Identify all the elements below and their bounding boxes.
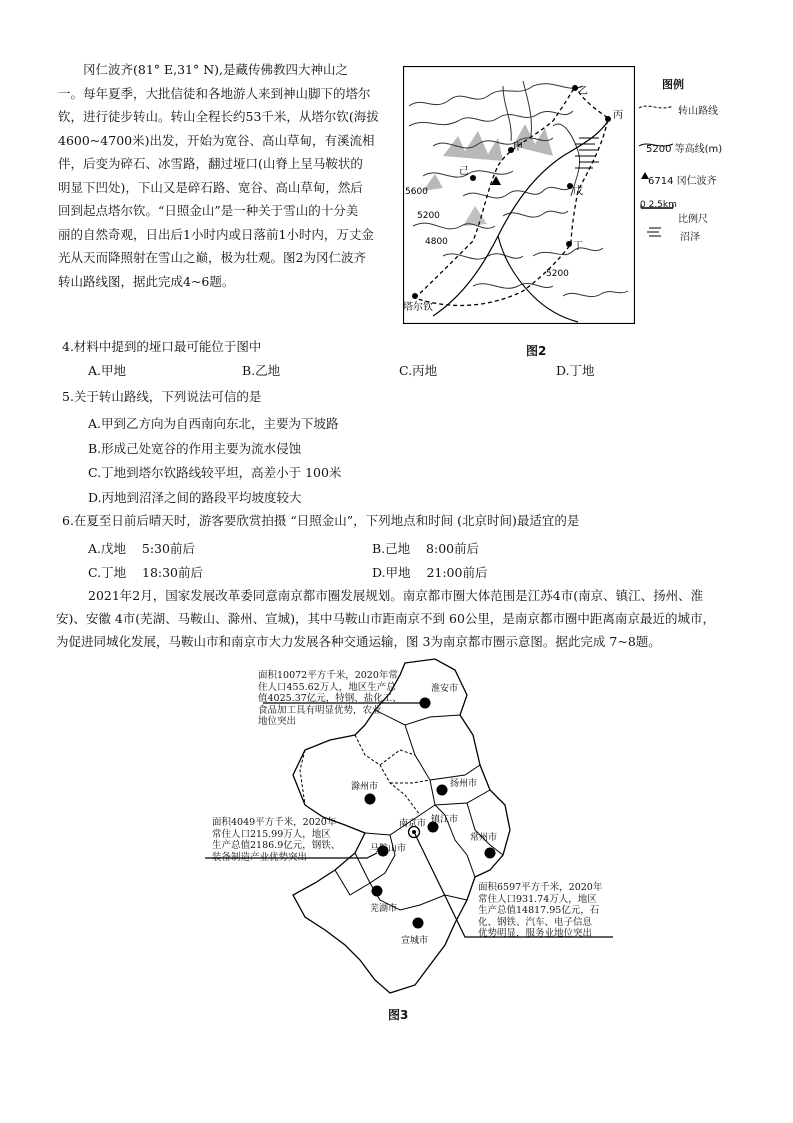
city-chuzhou: 滁州市 <box>351 782 379 792</box>
contour-5200: 5200 <box>546 269 569 279</box>
q6-option-c: C.丁地 18:30前后 <box>88 565 204 580</box>
intro-line: 钦，进行徒步转山。转山全程长约53千米，从塔尔钦(海拔 <box>58 109 379 124</box>
figure-2-caption: 图2 <box>526 344 547 358</box>
q5-option-c: C.丁地到塔尔钦路线较平坦，高差小于 100米 <box>88 465 342 480</box>
intro-paragraph <box>58 58 393 293</box>
place-taerqin: 塔尔钦 <box>403 302 433 313</box>
city-huaian: 淮安市 <box>431 684 459 694</box>
place-wu: 戊 <box>573 186 583 197</box>
intro-line: 回到起点塔尔钦。“日照金山”是一种关于雪山的十分美 <box>58 203 359 218</box>
nanjing-paragraph <box>58 584 738 653</box>
intro-line: 光从天而降照射在雪山之巅，极为壮观。图2为冈仁波齐 <box>58 250 366 265</box>
q6-option-a: A.戊地 5:30前后 <box>88 541 195 556</box>
city-xuancheng: 宣城市 <box>401 936 429 946</box>
para2-line: 2021年2月，国家发展改革委同意南京都市圈发展规划。南京都市圈大体范围是江苏4市(南京、镇江、扬州、淮 <box>88 588 704 603</box>
q5-option-d: D.丙地到沼泽之间的路段平均坡度较大 <box>88 490 302 505</box>
intro-line: 转山路线图，据此完成4~6题。 <box>58 273 235 289</box>
figure-3-caption: 图3 <box>388 1008 409 1022</box>
contour-5600: 5600 <box>405 187 428 197</box>
city-nanjing: 南京市 <box>399 819 427 829</box>
place-ding: 丁 <box>573 241 583 252</box>
question-6-stem: 6.在夏至日前后晴天时，游客要欣赏拍摄 “日照金山”，下列地点和时间 (北京时间)最适宜的是 <box>62 513 580 528</box>
city-wuhu: 芜湖市 <box>370 904 398 914</box>
city-changzhou: 常州市 <box>470 833 498 843</box>
intro-line: 丽的自然奇观，日出后1小时内或日落前1小时内，万丈金 <box>58 226 374 242</box>
legend-peak: 6714 冈仁波齐 <box>648 176 717 187</box>
legend-title: 图例 <box>662 78 684 91</box>
q4-option-a: A.甲地 <box>88 363 127 378</box>
place-ji: 己 <box>459 166 469 177</box>
q4-option-c: C.丙地 <box>399 363 438 378</box>
question-5-stem: 5.关于转山路线，下列说法可信的是 <box>62 389 262 404</box>
intro-line: 伴，后变为碎石、冰雪路，翻过垭口(山脊上呈马鞍状的 <box>58 156 363 171</box>
q4-option-d: D.丁地 <box>556 363 595 378</box>
maanshan-annotation: 面积4049平方千米，2020年 常住人口215.99万人，地区 生产总值2186.9亿元，钢铁、 装备制造产业优势突出 <box>212 817 341 863</box>
city-yangzhou: 扬州市 <box>450 779 478 789</box>
nanjing-annotation: 面积6597平方千米，2020年 常住人口931.74万人，地区 生产总值14817.95亿元，石 化、钢铁、汽车、电子信息 优势明显，服务业地位突出 <box>478 882 603 939</box>
huaian-annotation: 面积10072平方千米，2020年常 住人口455.62万人，地区生产总 值4025.37亿元，特钢、盐化工、 食品加工具有明显优势，农业 地位突出 <box>258 670 402 727</box>
q6-option-d: D.甲地 21:00前后 <box>372 565 488 580</box>
place-yi: 乙 <box>578 86 588 97</box>
city-zhenjiang: 镇江市 <box>431 815 459 825</box>
legend-marsh: 沼泽 <box>680 232 700 243</box>
place-bing: 丙 <box>613 110 623 121</box>
intro-line: 一。每年夏季，大批信徒和各地游人来到神山脚下的塔尔 <box>58 85 371 101</box>
intro-line: 明显下凹处)，下山又是碎石路、宽谷、高山草甸，然后 <box>58 179 363 195</box>
contour-4800: 4800 <box>425 237 448 247</box>
kailash-route-map <box>403 66 635 324</box>
contour-5200: 5200 <box>417 211 440 221</box>
legend-route: 转山路线 <box>678 106 718 117</box>
city-maanshan: 马鞍山市 <box>370 844 407 854</box>
place-jia: 甲 <box>513 142 523 153</box>
q4-option-b: B.乙地 <box>242 363 281 378</box>
question-4-stem: 4.材料中提到的垭口最可能位于图中 <box>62 339 262 354</box>
q6-option-b: B.己地 8:00前后 <box>372 541 480 556</box>
intro-line: 4600~4700米)出发，开始为宽谷、高山草甸，有溪流相 <box>58 132 375 148</box>
legend-scale-nums: 0 2.5km <box>640 200 677 210</box>
para2-line: 安)、安徽 4市(芜湖、马鞍山、滁州、宣城)，其中马鞍山市距南京不到 60公里，是南京都市圈中距离南京最近的城市， <box>56 611 715 626</box>
legend-scale: 比例尺 <box>678 214 708 225</box>
legend-contour: 5200 等高线(m) <box>646 144 723 155</box>
intro-line: 冈仁波齐(81° E,31° N),是藏传佛教四大神山之 <box>83 62 349 77</box>
q5-option-a: A.甲到乙方向为自西南向东北，主要为下坡路 <box>88 416 339 431</box>
para2-line: 为促进同城化发展，马鞍山市和南京市大力发展各种交通运输，图 3为南京都市圈示意图。据此完成 7~8题。 <box>56 634 661 649</box>
q5-option-b: B.形成己处宽谷的作用主要为流水侵蚀 <box>88 441 302 456</box>
